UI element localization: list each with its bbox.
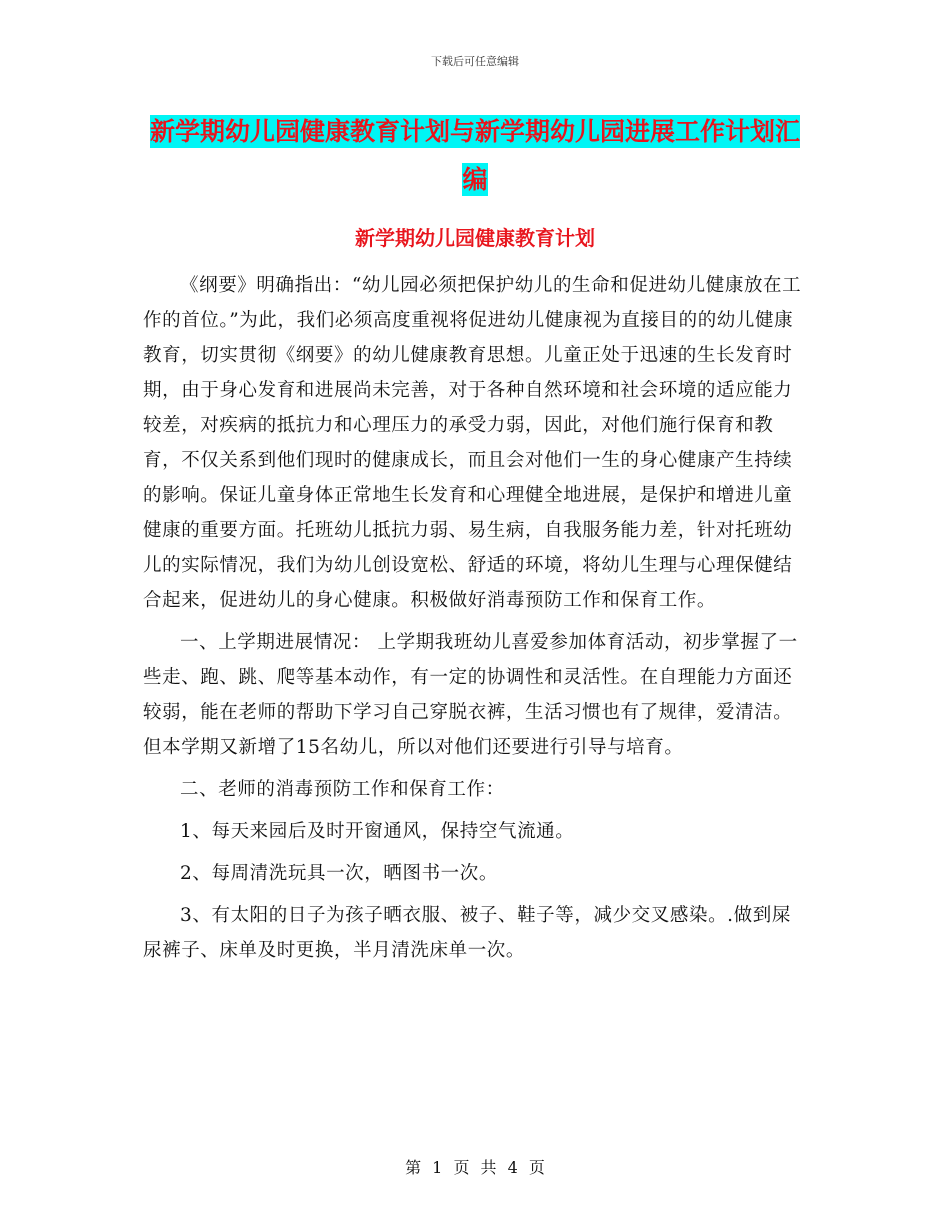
section-title: 新学期幼儿园健康教育计划 <box>355 226 595 250</box>
document-title <box>150 108 800 204</box>
paragraph-section-two: 二、老师的消毒预防工作和保育工作： <box>180 779 505 800</box>
document-body <box>143 268 808 968</box>
paragraph-intro: 《纲要》明确指出：“幼儿园必须把保护幼儿的生命和促进幼儿健康放在工作的首位。”为此，我们必须高度重视将促进幼儿健康视为直接目的的幼儿健康教育，切实贯彻《纲要》的幼儿健康教育思想。儿童正处于迅速的生长发育时期，由于身心发育和进展尚未完善，对于各种自然环境和社会环境的适应能力较差，对疾病的抵抗力和心理压力的承受力弱，因此，对他们施行保育和教育，不仅关系到他们现时的健康成长，而且会对他们一生的身心健康产生持续的影响。保证儿童身体正常地生长发育和心理健全地进展，是保护和增进儿童健康的重要方面。托班幼儿抵抗力弱、易生病，自我服务能力差，针对托班幼儿的实际情况，我们为幼儿创设宽松、舒适的环境，将幼儿生理与心理保健结合起来，促进幼儿的身心健康。积极做好消毒预防工作和保育工作。 <box>143 275 802 611</box>
paragraph-item-3: 3、有太阳的日子为孩子晒衣服、被子、鞋子等，减少交叉感染。.做到屎尿裤子、床单及时更换，半月清洗床单一次。 <box>143 905 791 961</box>
paragraph-last-term: 一、上学期进展情况： 上学期我班幼儿喜爱参加体育活动，初步掌握了一些走、跑、跳、爬等基本动作，有一定的协调性和灵活性。在自理能力方面还较弱，能在老师的帮助下学习自己穿脱衣裤，生活习惯也有了规律，爱清洁。但本学期又新增了15名幼儿，所以对他们还要进行引导与培育。 <box>143 632 798 758</box>
paragraph-item-1: 1、每天来园后及时开窗通风，保持空气流通。 <box>180 821 575 842</box>
header-note: 下载后可任意编辑 <box>431 55 519 68</box>
page-number: 第 1 页 共 4 页 <box>405 1158 545 1177</box>
paragraph-item-2: 2、每周清洗玩具一次，晒图书一次。 <box>180 863 498 884</box>
document-title-text: 新学期幼儿园健康教育计划与新学期幼儿园进展工作计划汇编 <box>150 117 801 194</box>
